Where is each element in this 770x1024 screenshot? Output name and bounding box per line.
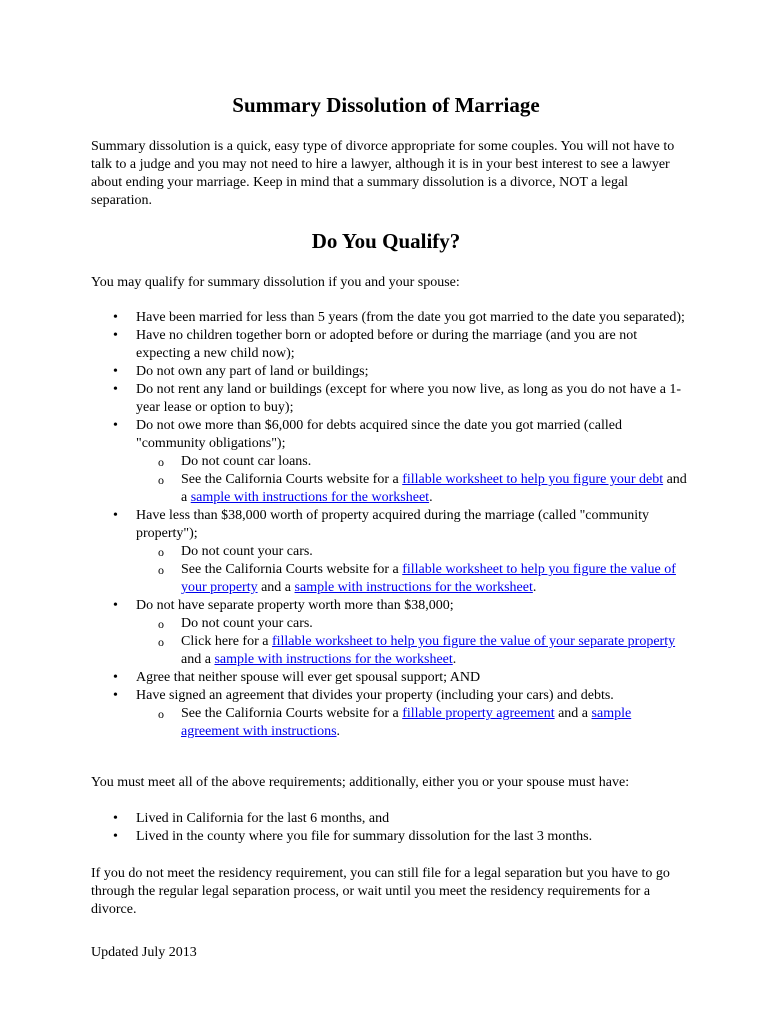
sublist-item: o See the California Courts website for a fillable property agreement and a sample agreement with instructions. xyxy=(136,705,691,741)
updated-date: Updated July 2013 xyxy=(91,945,197,960)
property-agreement-link[interactable]: fillable property agreement xyxy=(402,706,555,721)
page-title: Summary Dissolution of Marriage xyxy=(232,93,540,117)
qualify-heading: Do You Qualify? xyxy=(311,229,461,253)
debt-sample-link[interactable]: sample with instructions for the worksheet xyxy=(190,490,430,505)
intro-paragraph: Summary dissolution is a quick, easy type of divorce appropriate for some couples. You will not have to talk to a judge and you may not need to hire a lawyer, although it is in your best interest to see a lawyer about ending your marriage. Keep in mind that a summary dissolution is a divorce, NOT a legal separation. xyxy=(91,139,675,208)
agreement-sublist xyxy=(136,705,691,741)
separate-worksheet-link[interactable]: fillable worksheet to help you figure the value of your separate property xyxy=(271,634,676,649)
sublist-item: o See the California Courts website for a fillable worksheet to help you figure your debt and a sample with instructions for the worksheet. xyxy=(136,471,691,507)
list-item-land-own: • Do not own any part of land or buildings; xyxy=(91,363,691,381)
list-item-state-residency: • Lived in California for the last 6 months, and xyxy=(91,810,691,828)
sublist-item: o Do not count your cars. xyxy=(136,543,691,561)
qualify-lead: You may qualify for summary dissolution if you and your spouse: xyxy=(91,275,460,290)
sublist-item: o Do not count car loans. xyxy=(136,453,691,471)
list-item-separate-property: • Do not have separate property worth more than $38,000; o Do not count your cars. o Click here for a fillable worksheet to help you figure the value of your separate property and a sample with instructions for the worksheet. xyxy=(91,597,691,669)
separate-sublist xyxy=(136,615,691,669)
list-item-debt: • Do not owe more than $6,000 for debts acquired since the date you got married (called "community obligations"); o Do not count car loans. o See the California Courts website for a fillable worksheet to help you figure your debt and a sample with instructions for the worksheet. xyxy=(91,417,691,507)
list-item-county-residency: • Lived in the county where you file for summary dissolution for the last 3 months. xyxy=(91,828,691,846)
closing-paragraph: If you do not meet the residency requirement, you can still file for a legal separation but you have to go through the regular legal separation process, or wait until you meet the residency requirements for a divorce. xyxy=(91,866,670,917)
list-item-children: • Have no children together born or adopted before or during the marriage (and you are not expecting a new child now); xyxy=(91,327,691,363)
residency-lead: You must meet all of the above requirements; additionally, either you or your spouse must have: xyxy=(91,775,630,790)
separate-sample-link[interactable]: sample with instructions for the worksheet xyxy=(214,652,453,667)
list-item-support: • Agree that neither spouse will ever get spousal support; AND xyxy=(91,669,691,687)
property-sample-link[interactable]: sample with instructions for the worksheet xyxy=(294,580,533,595)
sublist-item: o Click here for a fillable worksheet to help you figure the value of your separate property and a sample with instructions for the worksheet. xyxy=(136,633,691,669)
sublist-item: o See the California Courts website for a fillable worksheet to help you figure the value of your property and a sample with instructions for the worksheet. xyxy=(136,561,691,597)
list-item-married: • Have been married for less than 5 years (from the date you got married to the date you separated); xyxy=(91,309,691,327)
sublist-item: o Do not count your cars. xyxy=(136,615,691,633)
property-worksheet-link[interactable]: fillable worksheet to help you figure the value of your property xyxy=(181,562,676,595)
residency-list xyxy=(91,810,691,846)
list-item-land-rent: • Do not rent any land or buildings (except for where you now live, as long as you do not have a 1-year lease or option to buy); xyxy=(91,381,691,417)
debt-worksheet-link[interactable]: fillable worksheet to help you figure your debt xyxy=(402,472,664,487)
debt-sublist xyxy=(136,453,691,507)
property-sublist xyxy=(136,543,691,597)
requirements-list xyxy=(91,309,691,741)
sample-agreement-link[interactable]: sample agreement with instructions xyxy=(181,706,632,739)
list-item-property: • Have less than $38,000 worth of property acquired during the marriage (called "community property"); o Do not count your cars. o See the California Courts website for a fillable worksheet to help you figure the value of your property and a sample with instructions for the worksheet. xyxy=(91,507,691,597)
list-item-agreement: • Have signed an agreement that divides your property (including your cars) and debts. o See the California Courts website for a fillable property agreement and a sample agreement with instructions. xyxy=(91,687,691,741)
